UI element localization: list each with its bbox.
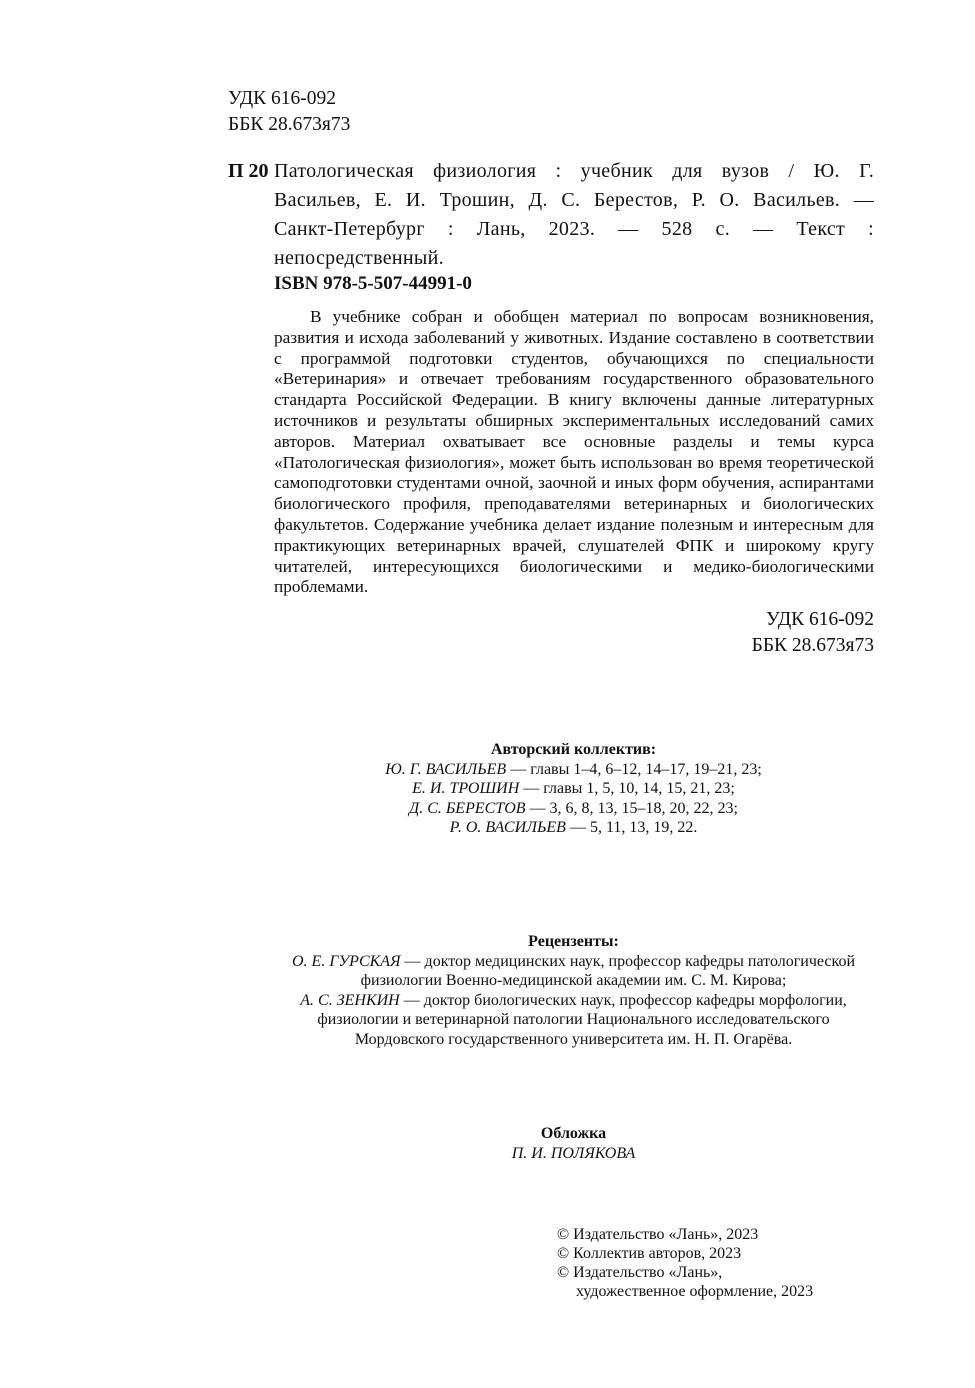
reviewer-line xyxy=(200,991,947,1011)
udk-bbk-top xyxy=(228,86,350,138)
reviewers-block xyxy=(200,932,947,1049)
copyright-line: © Коллектив авторов, 2023 xyxy=(557,1245,742,1262)
bibliographic-record: Патологическая физиология : учебник для вузов / Ю. Г. Васильев, Е. И. Трошин, Д. С. Берестов, Р. О. Васильев. — Санкт-Петербург : Лань, 2023. — 528 с. — Текст : непосредственный. xyxy=(274,160,874,269)
author-line xyxy=(200,818,947,838)
author-name: Ю. Г. ВАСИЛЬЕВ xyxy=(385,760,507,778)
author-name: Е. И. ТРОШИН xyxy=(412,780,520,797)
reviewer-info: — доктор медицинских наук, профессор кафедры патологической xyxy=(400,952,856,970)
author-name: Р. О. ВАСИЛЬЕВ xyxy=(449,819,566,836)
authors-heading: Авторский коллектив: xyxy=(490,741,657,758)
reviewer-name: О. Е. ГУРСКАЯ xyxy=(291,952,401,970)
author-role: — 5, 11, 13, 19, 22. xyxy=(565,819,698,836)
author-role: — 3, 6, 8, 13, 15–18, 20, 22, 23; xyxy=(525,799,738,817)
cover-block xyxy=(200,1124,947,1163)
cover-designer: П. И. ПОЛЯКОВА xyxy=(511,1144,636,1162)
author-line xyxy=(200,760,947,780)
annotation: В учебнике собран и обобщен материал по вопросам возникновения, развития и исхода заболеваний у животных. Издание составлено в соответствии с программой подготовки студентов, обучающихся по специальности «Ветеринария» и отвечает требованиям государственного образовательного стандарта Российской Федерации. В книгу включены данные литературных источников и результаты обширных экспериментальных исследований самих авторов. Материал охватывает все основные разделы и темы курса «Патологическая физиология», может быть использован во время теоретической самоподготовки студентами очной, заочной и иных форм обучения, аспирантами биологического профиля, преподавателями ветеринарных и биологических факультетов. Содержание учебника делает издание полезным и интересным для практикующих ветеринарных врачей, слушателей ФПК и широкому кругу читателей, интересующихся биологическими и медико-биологическими проблемами. xyxy=(274,307,874,597)
copyright-line: © Издательство «Лань», xyxy=(557,1264,723,1281)
reviewer-line: Мордовского государственного университета им. Н. П. Огарёва. xyxy=(354,1030,793,1048)
reviewer-info: — доктор биологических наук, профессор кафедры морфологии, xyxy=(399,991,847,1009)
author-role: — главы 1–4, 6–12, 14–17, 19–21, 23; xyxy=(506,760,762,778)
udk-code-bottom: УДК 616-092 xyxy=(765,609,874,630)
copyright-block xyxy=(557,1225,813,1301)
copyright-line: © Издательство «Лань», 2023 xyxy=(557,1226,759,1243)
cover-heading: Обложка xyxy=(540,1125,607,1142)
udk-code: УДК 616-092 xyxy=(228,88,337,109)
reviewer-line: физиологии Военно-медицинской академии им. С. М. Кирова; xyxy=(360,972,787,989)
reviewer-name: А. С. ЗЕНКИН xyxy=(300,991,400,1009)
isbn: ISBN 978-5-507-44991-0 xyxy=(274,273,472,294)
udk-bbk-bottom xyxy=(560,607,874,659)
bbk-code: ББК 28.673я73 xyxy=(228,114,351,135)
reviewer-line: физиологии и ветеринарной патологии Национального исследовательского xyxy=(317,1011,830,1028)
bbk-code-bottom: ББК 28.673я73 xyxy=(751,635,874,656)
reviewer-line xyxy=(200,952,947,972)
author-role: — главы 1, 5, 10, 14, 15, 21, 23; xyxy=(519,780,735,797)
copyright-line: художественное оформление, 2023 xyxy=(576,1283,814,1300)
author-line xyxy=(200,799,947,819)
author-sign: П 20 xyxy=(228,160,269,182)
author-line xyxy=(200,779,947,799)
authors-block xyxy=(200,740,947,838)
author-name: Д. С. БЕРЕСТОВ xyxy=(409,799,526,817)
reviewers-heading: Рецензенты: xyxy=(528,933,619,950)
